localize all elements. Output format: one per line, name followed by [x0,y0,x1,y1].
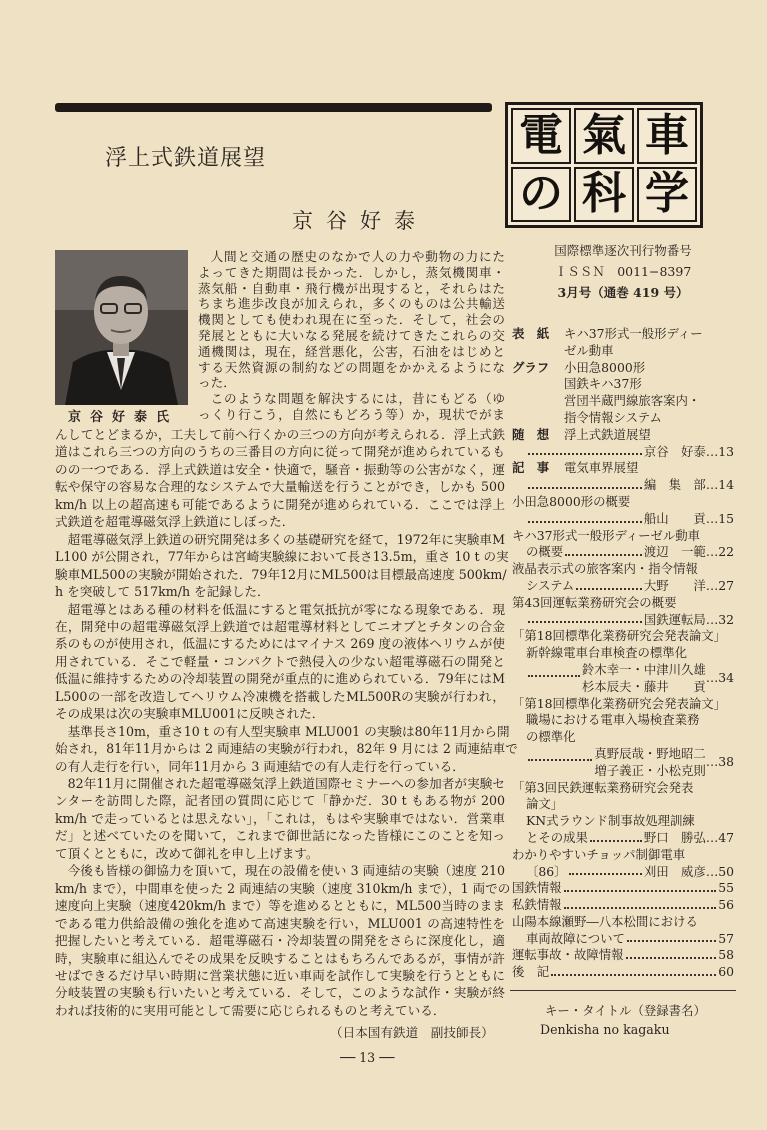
dot-leader [528,675,580,677]
dot-leader [569,864,642,876]
toc-title: KN式ラウンド制事故処理訓練 [526,813,695,829]
dot-leader [626,947,717,959]
toc-title: 〔86〕 [526,863,567,879]
toc-title: の標準化 [526,729,576,745]
toc-page-number: 34 [718,670,734,686]
dot-leader [528,612,642,624]
toc-section-label: 表 紙 [512,326,550,341]
text-line: 式鉄道を超電導磁気浮上鉄道にしぼった． [55,514,295,530]
toc-entry[interactable] [512,360,734,427]
text-line: 超電導とはある種の材料を低温にすると電気抵抗が零になる現象である．現 [67,601,505,617]
toc-authors [582,662,706,696]
dot-leader-short: … [705,670,719,686]
title-rule [55,103,492,112]
toc-title: の概要 [526,544,564,560]
key-title-label: キー・タイトル（登録書名） [545,1003,706,1018]
toc-entry[interactable] [512,947,734,964]
text-line: する天然資源の制約などの問題をかかえるようにな [198,359,505,375]
toc-author: 編 集 部 [643,477,706,493]
toc-line [512,628,734,645]
toc-title: 山陽本線瀬野―八本松間における [512,913,698,929]
logo-char: 学 [637,167,697,223]
dot-leader [576,578,642,590]
text-line: km/h 以上の超高速も可能であるように開発が進められている．ここでは浮上 [55,496,505,512]
toc-line [512,528,734,545]
issn-label: 国際標準逐次刊行物番号 [554,243,692,258]
toc-page-number: 32 [718,611,734,627]
issue-info [512,240,734,303]
logo-char: の [511,167,571,223]
toc-author: 野口 勝弘 [643,829,706,845]
text-line: だ」と述べていたのを聞いて，これまで御世話になった皆様にこのことを知っ [55,828,505,844]
text-line: 基準長さ10m，重さ10 t の有人型実験車 MLU001 の実験は80年11月から開 [67,723,510,739]
toc-leader-line [512,830,734,847]
text-line: 低温に維持するための冷却装置の開発が重点的に進められている．79年にはM [55,671,505,687]
toc-page-number: 38 [718,754,734,770]
toc-section-label: 随 想 [512,426,550,442]
toc-page-number: 57 [718,930,734,946]
article-title: 浮上式鉄道展望 [105,146,267,171]
dot-leader [565,544,642,556]
toc-leader-line [512,947,734,964]
toc-page-number: 22 [718,544,734,560]
toc-title: 「第18回標準化業務研究会発表論文」 [512,695,727,711]
toc-entry[interactable] [512,460,734,494]
dot-leader-short: … [705,829,719,845]
toc-author: 国鉄運転局 [643,611,706,627]
text-line: 今後も皆様の御協力を頂いて，現在の設備を使い 3 両連結の実験（速度 210 [67,863,505,879]
text-line: せばできるだけ早い時期に営業状態に近い車両を試作して実験を行うとともに [55,967,505,983]
text-line: 把握したいと考えている．超電導磁石・冷却装置の開発をさらに深度化し，適 [55,933,505,949]
toc-title: システム [526,577,575,593]
toc-line [512,595,734,612]
toc-title: 小田急8000形 [564,359,646,375]
text-line: 通機関は，現在，経営悪化，公害，石油をはじめと [198,343,505,359]
text-line: のの一つである．浮上式鉄道は安全・快適で，騒音・振動等の公害がなく，運 [55,461,505,477]
toc-page-number: 14 [718,477,734,493]
toc-page-number: 56 [718,897,734,913]
author-portrait [55,250,188,405]
dot-leader [590,830,642,842]
text-line: 機関としても使われ現在に至った．そして，社会の [198,312,505,328]
toc-entry[interactable] [512,595,734,629]
dot-leader [528,477,642,489]
divider [510,990,736,991]
toc-leader-line [512,864,734,881]
text-line: っくり行こう，自然にもどろう等）か，現状でがま [198,407,505,422]
toc-page-number: 55 [718,880,734,896]
toc-entry[interactable] [512,897,734,914]
toc-leader-line [512,880,734,897]
toc-line [512,696,734,713]
toc-author: 杉本辰夫・藤井 貢 [581,678,706,694]
toc-entry[interactable] [512,326,734,360]
table-of-contents [512,326,734,981]
toc-page-number: 60 [718,964,734,980]
issue-number: 3月号（通巻 419 号） [557,285,689,300]
text-line: んしてとどまるか，工夫して前へ行くかの三つの方向が考えられる．浮上式鉄 [55,427,505,442]
toc-page-number: 13 [718,443,734,459]
text-line: 在，開発中の超電導磁気浮上鉄道では超電導材料としてニオブとチタンの合金 [55,618,505,634]
toc-authors [644,444,706,461]
toc-authors [644,511,706,528]
author-affiliation: （日本国有鉄道 副技師長） [330,1025,494,1040]
toc-line [512,343,734,360]
toc-author: 船山 貢 [643,510,706,526]
text-line: km/h で走っているとは思えない」，「これは，もはや実験車ではない．営業車 [55,810,505,826]
toc-leader-line [512,444,734,461]
toc-entry[interactable] [512,696,734,780]
toc-entry[interactable] [512,847,734,881]
toc-entry[interactable] [512,427,734,461]
toc-title: 指令情報システム [564,409,662,425]
toc-entry[interactable] [512,494,734,528]
toc-title: 職場における電車入場検査業務 [526,712,700,728]
text-line: 用されている．そこで軽量・コンパクトで熱侵入の少ない超電導磁石の開発と [55,653,505,669]
text-line: である電力供給設備の強化を進めて高速実験を行い，MLU001 の高速特性を [55,915,505,931]
text-line: このような問題を解決するには，昔にもどる（ゆ [210,391,505,407]
toc-entry[interactable] [512,880,734,897]
toc-page-number: 27 [718,577,734,593]
toc-page-number: 50 [718,863,734,879]
toc-title: とその成果 [526,829,588,845]
article-author: 京谷好泰 [292,209,428,233]
text-line: 蒸気船・自動車・飛行機が出現すると，それらはた [198,280,505,296]
text-line: 人間と交通の歴史のなかで人の力や動物の力にた [210,249,505,264]
toc-authors [644,578,706,595]
logo-char: 車 [637,108,697,164]
text-line: 験車ML500の実験が開始された．79年12月にML500は目標最高速度 500km/ [55,566,507,582]
dot-leader-short: … [705,544,719,560]
toc-leader-line [512,897,734,914]
text-line: L500の一部を改造してヘリウム冷凍機を搭載したML500Rの実験が行われ， [55,688,505,704]
toc-line [512,427,734,444]
toc-leader-line [512,544,734,561]
dot-leader [627,931,716,943]
toc-line [512,813,734,830]
toc-line [512,645,734,662]
toc-page-number: 15 [718,510,734,526]
toc-line [512,914,734,931]
toc-line [512,376,734,393]
text-line: われば技術的に実用可能として需要に応じられるものと考えている． [55,1002,446,1018]
text-line: 系のものが使用され，低温にするためにはマイナス 269 度の液体ヘリウムが使 [55,636,505,652]
dot-leader [528,444,642,456]
toc-author: 鈴木幸一・中津川久雄 [581,661,706,677]
text-line: 発展とともに大いなる発展を続けてきたこれらの交 [198,328,505,343]
dot-leader-short: … [705,477,719,493]
toc-title: 論文」 [526,796,564,812]
text-line: て頂くとともに，改めて御礼を申し上げます。 [55,845,319,861]
toc-line [512,561,734,578]
text-line: 道はこれら三つの方向のうちの三番目の方向に従って開発が進められているも [55,444,505,460]
toc-section-label: グラフ [512,359,550,375]
dot-leader-short: … [705,611,719,627]
toc-title: 電気車界展望 [564,460,639,476]
toc-leader-line [512,578,734,595]
toc-title: 浮上式鉄道展望 [564,426,651,442]
logo-char: 氣 [574,108,634,164]
portrait-caption: 京谷好泰氏 [68,410,179,425]
toc-line [512,780,734,797]
text-line: の有人走行を行い，同年11月から 3 両連結での有人走行を行っている． [55,758,465,774]
text-line: 超電導磁気浮上鉄道の研究開発は多くの基礎研究を経て，1972年に実験車M [67,531,505,547]
toc-title: キハ37形式一般形ディー [564,326,703,341]
toc-entry[interactable] [512,780,734,847]
toc-line [512,326,734,343]
text-line: ンターを訪問した際，記者団の質問に応じて「静かだ．30 t もある物が 200 [55,793,505,809]
text-line: 始され，81年11月からは 2 両連結の実験が行われ，82年 9 月には 2 両連結車で [55,741,518,757]
dot-leader [528,759,592,761]
toc-authors [594,746,706,780]
toc-author: 京谷 好泰 [643,443,706,459]
magazine-logo [505,102,703,228]
text-line: h を突破して 517km/h を記録した． [55,584,270,600]
dot-leader [551,964,716,976]
text-line: よってきた期間は長かった．しかし，蒸気機関車・ [198,264,505,280]
text-line: その成果は次の実験車MLU001に反映された． [55,706,325,722]
toc-authors [644,830,706,847]
toc-author: 刈田 威彦 [643,863,706,879]
toc-title: 小田急8000形の概要 [512,493,631,509]
toc-section-label: 記 事 [512,460,550,476]
toc-author: 大野 洋 [643,577,706,593]
issn-number: ＩＳＳＮ 0011−8397 [554,264,692,279]
toc-entry[interactable] [512,528,734,562]
toc-title: 国鉄キハ37形 [564,376,642,392]
dot-leader-short: … [705,863,719,879]
toc-title: 「第18回標準化業務研究会発表論文」 [512,628,727,644]
toc-entry[interactable] [512,964,734,981]
toc-authors [644,477,706,494]
toc-entry[interactable] [512,914,734,948]
toc-title: 新幹線電車台車検査の標準化 [526,645,688,661]
toc-authors [644,544,706,561]
text-line: 時，実験車に組込んでその成果を反映することはもちろんであるが，事情が許 [55,950,505,966]
text-line: った． [198,375,236,391]
toc-title: 第43回運転業務研究会の概要 [512,594,677,610]
dot-leader [564,880,717,892]
key-title-value: Denkisha no kagaku [540,1022,670,1037]
toc-title: 後 記 [512,964,550,980]
toc-author: 増子義正・小松克則 [594,762,706,778]
toc-title: 液晶表示式の旅客案内・指令情報 [512,561,698,577]
toc-line [512,410,734,427]
page-number: ── 13 ── [340,1050,395,1065]
text-line: km/h まで），中間車を使った 2 両連結の実験（速度 310km/h まで），1 両での [55,880,511,896]
toc-title: 私鉄情報 [512,897,562,913]
toc-entry[interactable] [512,561,734,595]
toc-line [512,460,734,477]
toc-line [512,393,734,410]
toc-title: 運転事故・故障情報 [512,947,624,963]
toc-line [512,360,734,377]
dot-leader-short: … [705,443,719,459]
dot-leader [564,897,717,909]
toc-leader-line [512,931,734,948]
toc-leader-line [512,511,734,528]
toc-leader-line [512,612,734,629]
toc-line [512,494,734,511]
toc-title: ゼル動車 [564,342,614,358]
toc-leader-line [512,662,734,696]
logo-char: 科 [574,167,634,223]
text-line: 速度向上実験（速度420km/h まで）等を進めるとともに，ML500当時のまま [55,898,505,914]
toc-authors [644,864,706,881]
toc-entry[interactable] [512,628,734,695]
toc-leader-line [512,746,734,780]
toc-title: 車両故障について [526,930,625,946]
toc-page-number: 58 [718,947,734,963]
text-line: L100 が公開され，77年からは宮崎実験線において長さ13.5m，重さ 10 t の実 [55,549,509,565]
text-line: 分岐装置の実験も行いたいと考えている．そして，このような試作・実験が終 [55,985,505,1001]
logo-char: 電 [511,108,571,164]
toc-title: 「第3回民鉄運転業務研究会発表 [512,779,694,795]
dot-leader-short: … [705,577,719,593]
dot-leader-short: … [705,510,719,526]
toc-authors [644,612,706,629]
toc-line [512,729,734,746]
toc-title: 営団半蔵門線旅客案内・ [564,393,701,409]
toc-title: わかりやすいチョッパ制御電車 [512,846,686,862]
text-line: 転や保守の容易な合理的なシステムで大量輸送を行うことができ，しかも 500 [55,479,505,495]
text-line: ちまち進歩改良が加えられ，多くのものは公共輸送 [198,296,505,312]
toc-leader-line [512,477,734,494]
toc-title: キハ37形式一般形ディーゼル動車 [512,527,700,543]
toc-author: 真野辰哉・野地昭二 [594,745,706,761]
text-line: 82年11月に開催された超電導磁気浮上鉄道国際セミナーへの参加者が実験セ [67,776,505,791]
dot-leader [528,511,642,523]
toc-page-number: 47 [718,829,734,845]
toc-line [512,796,734,813]
toc-author: 渡辺 一範 [643,544,706,560]
toc-leader-line [512,964,734,981]
toc-line [512,847,734,864]
toc-line [512,712,734,729]
dot-leader-short: … [705,754,719,770]
toc-title: 国鉄情報 [512,880,562,896]
